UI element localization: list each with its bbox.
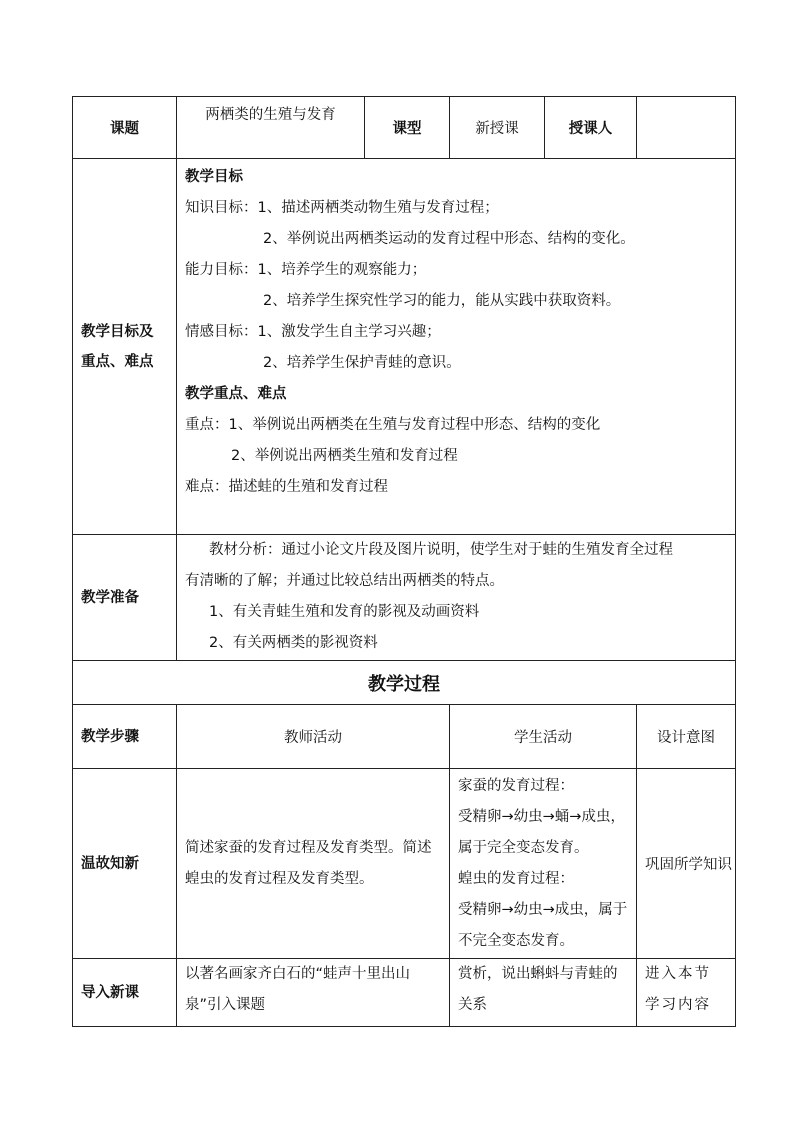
process-row: [73, 769, 736, 959]
step-cell: 温故知新: [73, 769, 177, 959]
step-cell: 导入新课: [73, 959, 177, 1027]
preparation-paragraph-line: 教材分析：通过小论文片段及图片说明，使学生对于蛙的生殖发育全过程: [209, 542, 673, 558]
col-teacher-header: 教师活动: [177, 705, 450, 769]
student-line: 受精卵→幼虫→蛹→成虫，: [458, 809, 625, 825]
process-title: 教学过程: [73, 661, 736, 705]
teacher-activity: 以著名画家齐白石的“蛙声十里出山泉”引入课题: [177, 959, 450, 1027]
type-value: 新授课: [450, 97, 545, 159]
preparation-content: [177, 535, 736, 661]
process-header-row: [73, 705, 736, 769]
type-label: 课型: [365, 97, 450, 159]
design-intent: 巩固所学知识: [637, 769, 736, 959]
objectives-content: [177, 159, 736, 535]
teacher-activity: 简述家蚕的发育过程及发育类型。简述蝗虫的发育过程及发育类型。: [177, 769, 450, 959]
student-line: 属于完全变态发育。: [458, 840, 589, 856]
student-line: 蝗虫的发育过程：: [458, 871, 574, 887]
preparation-paragraph-line: 有清晰的了解；并通过比较总结出两栖类的特点。: [185, 573, 504, 589]
objective-line: 2、培养学生探究性学习的能力，能从实践中获取资料。: [263, 293, 621, 309]
process-title-row: [73, 661, 736, 705]
key-point-line: 2、举例说出两栖类生殖和发育过程: [231, 448, 458, 464]
design-intent: 进入本节学习内容: [637, 959, 736, 1027]
preparation-item: 2、有关两栖类的影视资料: [209, 635, 378, 651]
objectives-label-line2: 重点、难点: [81, 353, 154, 370]
objective-line: 2、举例说出两栖类运动的发育过程中形态、结构的变化。: [263, 231, 635, 247]
objectives-label-line1: 教学目标及: [81, 323, 154, 340]
teacher-label: 授课人: [545, 97, 637, 159]
preparation-item: 1、有关青蛙生殖和发育的影视及动画资料: [209, 604, 480, 620]
topic-value: 两栖类的生殖与发育: [177, 97, 365, 159]
student-line: 家蚕的发育过程：: [458, 778, 574, 794]
difficulty-line: 难点：描述蛙的生殖和发育过程: [185, 479, 388, 495]
teacher-value: [637, 97, 736, 159]
key-point-line: 重点：1、举例说出两栖类在生殖与发育过程中形态、结构的变化: [185, 417, 601, 433]
objective-line: 情感目标：1、激发学生自主学习兴趣；: [185, 324, 441, 340]
objective-line: 2、培养学生保护青蛙的意识。: [263, 355, 461, 371]
col-step-header: 教学步骤: [73, 705, 177, 769]
student-activity: 赏析，说出蝌蚪与青蛙的关系: [450, 959, 637, 1027]
objective-line: 能力目标：1、培养学生的观察能力；: [185, 262, 427, 278]
topic-label: 课题: [73, 97, 177, 159]
objectives-label: [73, 159, 177, 535]
lesson-plan-table: [72, 96, 736, 1027]
process-row: [73, 959, 736, 1027]
key-points-heading: 教学重点、难点: [185, 386, 287, 402]
col-student-header: 学生活动: [450, 705, 637, 769]
student-line: 受精卵→幼虫→成虫，属于: [458, 902, 628, 918]
objective-line: 知识目标：1、描述两栖类动物生殖与发育过程；: [185, 200, 499, 216]
student-line: 不完全变态发育。: [458, 933, 574, 949]
objectives-heading: 教学目标: [185, 169, 243, 185]
col-design-header: 设计意图: [637, 705, 736, 769]
header-row: [73, 97, 736, 159]
preparation-row: [73, 535, 736, 661]
preparation-label: 教学准备: [73, 535, 177, 661]
objectives-row: [73, 159, 736, 535]
student-activity: [450, 769, 637, 959]
